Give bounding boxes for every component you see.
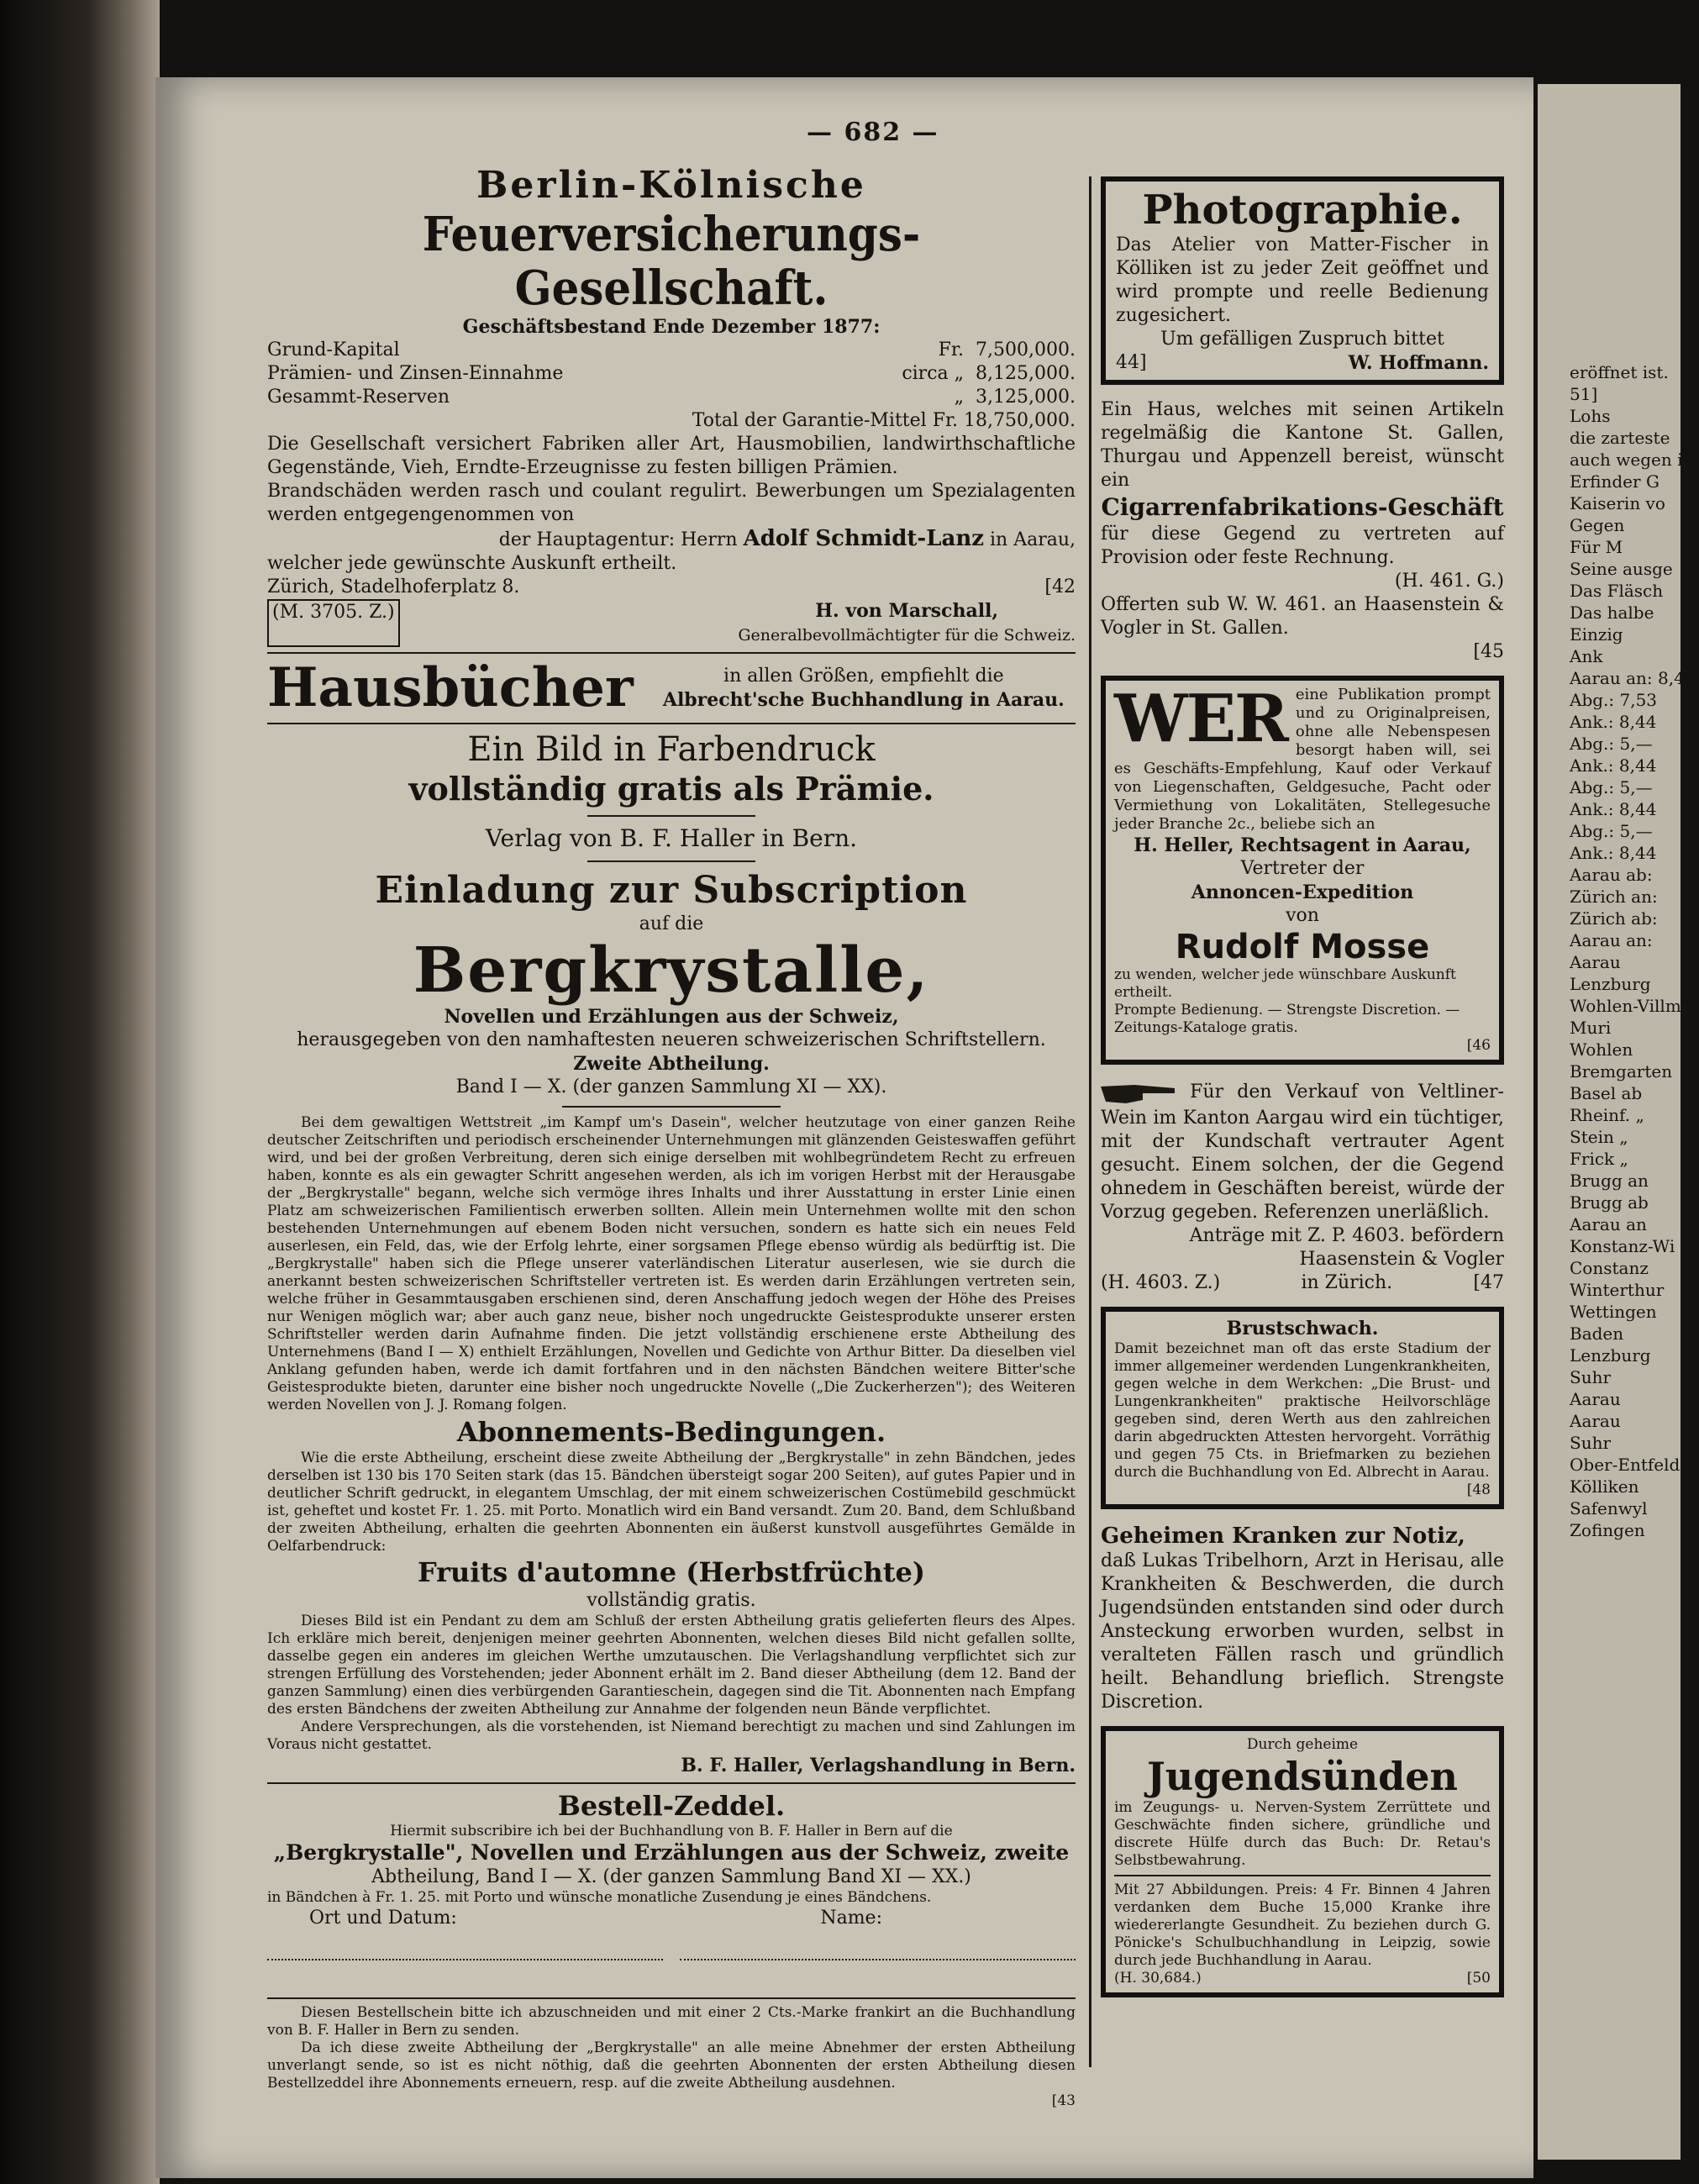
jugend-ad [1101,1726,1504,1997]
adjacent-page-line: Aarau ab: [1570,865,1653,885]
haller-abo-title: Abonnements-Bedingungen. [456,1416,886,1448]
berlin-title: Berlin-Kölnische [476,164,866,207]
berlin-subtitle: Geschäftsbestand Ende Dezember 1877: [462,316,881,338]
divider [267,723,1076,724]
berlin-code: (M. 3705. Z.) [267,599,400,647]
footer-f2: Da ich diese zweite Abtheilung der „Bergkrystalle" an alle meine Abnehmer der ersten Abtheilung unverlangt sende, so ist es nicht nöthig, daß die geehrten Abonnenten der ersten Abtheilung diesen Bestellzeddel ihre Abonnements erneuern, resp. auf die zweite Abtheilung ausdehnen. [267,2039,1076,2092]
adjacent-page-line: Wohlen [1570,1039,1633,1060]
jugend-ref: [50 [1466,1970,1491,1987]
jugend-body: im Zeugungs- u. Nerven-System Zerrüttete und Geschwächte finden sichere, gründliche und discrete Hülfe durch das Buch: Dr. Retau's Selbstbewahrung. [1114,1799,1491,1869]
adjacent-page-line: Abg.: 5,— [1570,734,1653,754]
berlin-ad [267,164,1076,647]
name-line [680,1959,1076,1960]
agency-place: in Aarau, [990,529,1076,550]
adjacent-page-line: Ober-Entfelde [1570,1455,1691,1475]
left-column [267,164,1076,2110]
berlin-zurich: Zürich, Stadelhoferplatz 8. [267,576,520,597]
brust-ad [1101,1307,1504,1509]
cigar-body2: für diese Gegend zu vertreten auf Provision oder feste Rechnung. [1101,524,1504,568]
haller-l6: Bergkrystalle, [413,934,930,1007]
wer-ad [1101,676,1504,1065]
adjacent-page-line: die zarteste [1570,428,1670,448]
cigar-ref: [45 [1473,641,1504,662]
haller-p4: Andere Versprechungen, als die vorstehenden, ist Niemand berechtigt zu machen und sind Zahlungen im Voraus nicht gestattet. [267,1718,1076,1753]
ort-line [267,1959,663,1960]
bestell-ort: Ort und Datum: [309,1908,457,1929]
adjacent-page-fragment [1538,84,1699,2160]
adjacent-page-lines [1538,84,1699,1541]
bestell-b4: in Bändchen à Fr. 1. 25. mit Porto und wünsche monatliche Zusendung je eines Bändchens. [267,1889,932,1906]
adjacent-page-line: Gegen [1570,515,1625,535]
haller-p1: Bei dem gewaltigen Wettstreit „im Kampf um's Dasein", welcher heutzutage von einer ganzen Reihe deutscher Zeitschriften und periodisch erscheinender Unternehmungen mit glänzenden Geisteswaffen geführt wird, und bei der großen Verbreitung, deren sich einige derselben mit wohlbegründetem Recht zu erfreuen haben, konnte es als ein gewagter Schritt angesehen werden, als ich im vorigen Herbst mit der Herausgabe der „Bergkrystalle" begann, welche sich vermöge ihres Inhalts und ihrer Ausstattung in erster Linie einen Platz am schweizerischen Familientisch erwerben sollten. Allein mein Unternehmen wollte mit den schon bestehenden Unternehmungen auf ebenem Boden nicht versuchen, sondern es hatte sich ein neues Feld auserlesen, ein Feld, das, wie der Erfolg lehrte, einer sorgsamen Pflege ebenso würdig als bedürftig ist. Die „Bergkrystalle" haben sich die Pflege unserer vaterländischen Literatur auserlesen, wie sie durch die anerkannt besten schweizerischen Schriftsteller vertreten ist. Es werden darin Erzählungen vertreten sein, welche früher in Gesammtausgaben erschienen sind, deren Anschaffung jedoch wegen der Höhe des Preises nur Wenigen möglich war; aber auch ganz neue, bisher noch ungedruckte Geistesprodukte unserer ersten Schriftsteller werden darin Aufnahme finden. Die jetzt vollständig erschienene erste Abtheilung des Unternehmens (Band I — X) enthielt Erzählungen, Novellen und Gedichte von Arthur Bitter. Da dieselben viel Anklang gefunden haben, werde ich damit fortfahren und in den nächsten Bändchen weitere Bitter'sche Geistesprodukte bieten, darunter eine bisher noch ungedruckte Novelle („Die Zuckerherzen"); des Weiteren werden Novellen von J. J. Romang folgen. [267,1114,1076,1413]
berlin-body2: Brandschäden werden rasch und coulant regulirt. Bewerbungen um Spezialagenten werden entgegengenommen von [267,481,1076,525]
jugend-title: Jugendsünden [1147,1754,1458,1799]
cigar-code: (H. 461. G.) [1394,571,1504,592]
brust-title: Brustschwach. [1226,1318,1379,1339]
adjacent-page-line: Suhr [1570,1433,1612,1453]
adjacent-page-line: Erfinder G [1570,471,1660,492]
wer-body3: Prompte Bedienung. — Strengste Discretion. — Zeitungs-Kataloge gratis. [1114,1002,1460,1036]
adjacent-page-line: Frick „ [1570,1149,1628,1169]
divider [1114,1875,1491,1876]
hausbuecher-line1: in allen Größen, empfiehlt die [723,666,1004,687]
wein-hv: Haasenstein & Vogler [1299,1249,1504,1270]
row-prefix: Fr. [938,339,965,360]
adjacent-page-line: Muri [1570,1018,1612,1038]
berlin-agency [267,527,1076,552]
adjacent-page-line: Das Fläsch [1570,581,1664,601]
adjacent-page-line: Kaiserin vo [1570,493,1665,513]
wer-ref: [46 [1466,1037,1491,1054]
adjacent-page-line: eröffnet ist. [1570,362,1669,382]
agency-name: Adolf Schmidt-Lanz [743,526,984,551]
row-prefix: circa „ [902,363,965,384]
berlin-company: Feuerversicherungs-Gesellschaft. [422,207,921,316]
haller-l9: Zweite Abtheilung. [573,1053,770,1075]
adjacent-page-line: Ank.: 8,44 [1570,843,1657,863]
wer-word: WER [1114,681,1287,757]
cigar-body3: Offerten sub W. W. 461. an Haasenstein & Vogler in St. Gallen. [1101,594,1504,639]
bestell-b3: Abtheilung, Band I — X. (der ganzen Sammlung Band XI — XX.) [371,1866,971,1887]
berlin-row [267,339,1076,362]
divider [267,1997,1076,1999]
adjacent-page-line: Winterthur [1570,1280,1665,1300]
berlin-ref: [42 [1044,576,1076,597]
adjacent-page-line: Seine ausge [1570,559,1673,579]
geheim-body: daß Lukas Tribelhorn, Arzt in Herisau, alle Krankheiten & Beschwerden, die durch Jugendsünden entstanden sind oder durch Ansteckung erworben wurden, selbst in veralteten Fällen rasch und gründlich heilt. Behandlung brieflich. Strengste Discretion. [1101,1550,1504,1713]
wein-body: Für den Verkauf von Veltliner-Wein im Kanton Aargau wird ein tüchtiger, mit der Kundschaft vertrauter Agent gesucht. Einem solchen, der die Gegend ohnedem in Geschäften bereist, würde der Vorzug gegeben. Referenzen unerläßlich. [1101,1081,1504,1223]
adjacent-page-line: Brugg ab [1570,1192,1649,1213]
adjacent-page-line: Zürich an: [1570,887,1658,907]
row-value: 7,500,000. [976,339,1076,360]
adjacent-page-line: Aarau an: [1570,930,1653,950]
berlin-signer: H. von Marschall, [815,600,999,622]
column-divider [1089,176,1091,2067]
berlin-table [267,339,1076,433]
adjacent-page-line: 51] [1570,384,1598,404]
adjacent-page-line: Bremgarten [1570,1061,1673,1081]
adjacent-page-line: Aarau an [1570,1214,1647,1234]
haller-l1: Ein Bild in Farbendruck [467,730,876,769]
wein-ref: [47 [1473,1272,1504,1293]
haller-l4: Einladung zur Subscription [375,869,968,912]
adjacent-page-line: Wohlen-Villmer [1570,996,1699,1016]
adjacent-page-line: Ank.: 8,44 [1570,755,1657,776]
hausbuecher-ad [267,656,1076,719]
photo-ref: 44] [1116,352,1147,373]
wer-body: eine Publikation prompt und zu Originalpreisen, ohne alle Nebenspesen besorgt haben will, sei es Geschäfts-Empfehlung, Kauf oder Verkauf von Liegenschaften, Geldgesuche, Pacht oder Vermiethung von Lokalitäten, Stellegesuche jeder Branche 2c., beliebe sich an [1114,686,1491,833]
wer-body2: zu wenden, welcher jede wünschbare Auskunft ertheilt. [1114,966,1456,1001]
middle-column [1101,176,1504,2011]
adjacent-page-line: Ank.: 8,44 [1570,712,1657,732]
adjacent-page-line: Suhr [1570,1367,1612,1387]
adjacent-page-line: Einzig [1570,624,1623,645]
haller-l2: vollständig gratis als Prämie. [408,770,934,808]
divider [267,1782,1076,1784]
adjacent-page-line: Baden [1570,1324,1624,1344]
brust-ref: [48 [1466,1481,1491,1498]
pointing-hand-icon [1101,1078,1176,1107]
adjacent-page-line: Aarau [1570,952,1621,972]
bestell-title: Bestell-Zeddel. [557,1790,786,1822]
haller-l7: Novellen und Erzählungen aus der Schweiz, [444,1006,899,1028]
adjacent-page-line: Brugg an [1570,1171,1649,1191]
photo-body: Das Atelier von Matter-Fischer in Kölliken ist zu jeder Zeit geöffnet und wird prompte und reelle Bedienung zugesichert. [1116,234,1489,326]
haller-sign: B. F. Haller, Verlagshandlung in Bern. [681,1755,1076,1776]
adjacent-page-line: Abg.: 5,— [1570,777,1653,797]
wer-mosse: Rudolf Mosse [1175,928,1430,966]
row-value: 8,125,000. [976,363,1076,384]
adjacent-page-line: Constanz [1570,1258,1649,1278]
photo-line: Um gefälligen Zuspruch bittet [1160,329,1444,350]
adjacent-page-line: Kölliken [1570,1476,1639,1497]
jugend-pre: Durch geheime [1246,1736,1359,1753]
berlin-row [267,362,1076,386]
row-value: 3,125,000. [976,387,1076,408]
divider [267,652,1076,654]
divider [587,860,755,862]
geheim-ad [1101,1523,1504,1714]
haller-gratis: vollständig gratis. [586,1590,756,1611]
geheim-title: Geheimen Kranken zur Notiz, [1101,1524,1465,1549]
photo-sign: W. Hoffmann. [1348,352,1489,374]
wein-code: (H. 4603. Z.) [1101,1272,1221,1293]
adjacent-page-line: Ank [1570,646,1603,666]
row-label: Grund-Kapital [267,339,400,360]
haller-l5: auf die [639,913,704,934]
adjacent-page-line: Das halbe [1570,603,1654,623]
adjacent-page-line: Aarau an: 8,44 [1570,668,1696,688]
adjacent-page-line: Abg.: 7,53 [1570,690,1658,710]
book-spine [0,0,160,2184]
adjacent-page-line: Basel ab [1570,1083,1643,1103]
adjacent-page-line: Aarau [1570,1411,1621,1431]
adjacent-page-line: Aarau [1570,1389,1621,1409]
adjacent-page-line: Konstanz-Wi [1570,1236,1675,1256]
haller-l8: herausgegeben von den namhaftesten neueren schweizerischen Schriftstellern. [297,1029,1046,1050]
page-number: — 682 — [807,118,939,147]
wein-place: in Zürich. [1301,1272,1393,1293]
haller-p3: Dieses Bild ist ein Pendant zu dem am Schluß der ersten Abtheilung gratis gelieferten fleurs des Alpes. Ich erkläre mich bereit, denjenigen meiner geehrten Abonnenten, welchen dieses Bild nicht gefallen sollte, dasselbe gegen ein anderes im gleichen Werthe umzutauschen. Die Verlagshandlung verpflichtet sich zur strengen Erfüllung des Vorstehenden; jeder Abonnent erhält im 2. Band dieser Abtheilung (dem 12. Band der ganzen Sammlung) einen dies verbürgenden Garantieschein, dagegen sind die Tit. Abonnenten nach Empfang des ersten Bändchens der zweiten Abtheilung zur Annahme der folgenden neun Bände verpflichtet. [267,1613,1076,1718]
haller-p2: Wie die erste Abtheilung, erscheint diese zweite Abtheilung der „Bergkrystalle" in zehn Bändchen, jedes derselben ist 130 bis 170 Seiten stark (das 15. Bändchen übersteigt sogar 200 Seiten), auf gutes Papier und in deutlicher Schrift gedruckt, in elegantem Umschlag, der mit einem schweizerischen Costümebild geschmückt ist, geheftet und kostet Fr. 1. 25. mit Porto. Monatlich wird ein Band versandt. Zum 20. Band, dem Schlußband der zweiten Abtheilung, erhalten die geehrten Abonnenten ein äußerst kunstvoll ausgeführtes Gemälde in Oelfarbendruck: [267,1450,1076,1555]
berlin-agency-note: welcher jede gewünschte Auskunft ertheilt. [267,553,677,574]
row-prefix: „ [954,387,965,408]
adjacent-page-line: Stein „ [1570,1127,1628,1147]
footer-f1: Diesen Bestellschein bitte ich abzuschneiden und mit einer 2 Cts.-Marke frankirt an die Buchhandlung von B. F. Haller in Bern zu senden. [267,2004,1076,2039]
adjacent-page-line: auch wegen i [1570,450,1683,470]
wer-l3: von [1286,905,1319,926]
divider [587,815,755,817]
adjacent-page-line: Zürich ab: [1570,908,1658,929]
agency-prefix: der Hauptagentur: Herrn [498,529,738,550]
row-label: Prämien- und Zinsen-Einnahme [267,363,564,384]
haller-l3: Verlag von B. F. Haller in Bern. [485,824,858,852]
adjacent-page-line: Ank.: 8,44 [1570,799,1657,819]
wein-ad [1101,1078,1504,1295]
haller-ad [267,729,1076,2110]
cigar-ad [1101,398,1504,664]
adjacent-page-line: Zofingen [1570,1520,1645,1540]
berlin-body1: Die Gesellschaft versichert Fabriken aller Art, Hausmobilien, landwirthschaftliche Gegenstände, Vieh, Erndte-Erzeugnisse zu festen billigen Prämien. [267,434,1076,478]
cigar-body: Ein Haus, welches mit seinen Artikeln regelmäßig die Kantone St. Gallen, Thurgau und Appenzell bereist, wünscht ein [1101,399,1504,491]
photo-title: Photographie. [1142,187,1463,234]
bestell-name: Name: [820,1908,882,1929]
adjacent-page-line: Rheinf. „ [1570,1105,1644,1125]
brust-body: Damit bezeichnet man oft das erste Stadium der immer allgemeiner werdenden Lungenkrankheiten, gegen welche in dem Werkchen: „Die Brust- und Lungenkrankheiten" praktische Heilvorschläge gegeben sind, deren Werth aus den zahlreichen darin abgedruckten Attesten hervorgeht. Vorräthig und gegen 75 Cts. in Briefmarken zu beziehen durch die Buchhandlung von Ed. Albrecht in Aarau. [1114,1340,1491,1481]
haller-l10: Band I — X. (der ganzen Sammlung XI — XX). [455,1076,887,1097]
haller-fruits: Fruits d'automne (Herbstfrüchte) [418,1556,925,1588]
wer-l2: Annoncen-Expedition [1191,881,1414,903]
jugend-body2: Mit 27 Abbildungen. Preis: 4 Fr. Binnen 4 Jahren verdanken dem Buche 15,000 Kranke ihre wiedererlangte Gesundheit. Zu beziehen durch G. Pönicke's Schulbuchhandlung in Leipzig, sowie durch jede Buchhandlung in Aarau. [1114,1881,1491,1969]
adjacent-page-line: Wettingen [1570,1302,1657,1322]
adjacent-page-line: Abg.: 5,— [1570,821,1653,841]
adjacent-page-line: Lohs [1570,406,1611,426]
wer-l1: Vertreter der [1240,858,1365,879]
adjacent-page-line: Lenzburg [1570,974,1651,994]
jugend-code: (H. 30,684.) [1114,1970,1202,1987]
row-label: Gesammt-Reserven [267,387,450,408]
wein-body2: Anträge mit Z. P. 4603. befördern [1189,1225,1504,1246]
bestell-b2: „Bergkrystalle", Novellen und Erzählungen aus der Schweiz, zweite [273,1840,1070,1865]
divider [562,1106,781,1108]
berlin-row [267,386,1076,409]
bestell-b1: Hiermit subscribire ich bei der Buchhandlung von B. F. Haller in Bern auf die [390,1823,953,1839]
photo-ad [1101,176,1504,385]
berlin-signer-title: Generalbevollmächtigter für die Schweiz. [738,626,1076,645]
adjacent-page-line: Safenwyl [1570,1498,1648,1518]
cigar-title: Cigarrenfabrikations-Geschäft [1101,493,1504,521]
berlin-total: Total der Garantie-Mittel Fr. 18,750,000. [692,410,1076,431]
hausbuecher-title: Hausbücher [267,656,634,719]
adjacent-page-line: Für M [1570,537,1623,557]
adjacent-page-line: Lenzburg [1570,1345,1651,1366]
hausbuecher-line2: Albrecht'sche Buchhandlung in Aarau. [662,689,1065,711]
wer-name: H. Heller, Rechtsagent in Aarau, [1134,834,1471,856]
footer-ref: [43 [1051,2092,1076,2109]
